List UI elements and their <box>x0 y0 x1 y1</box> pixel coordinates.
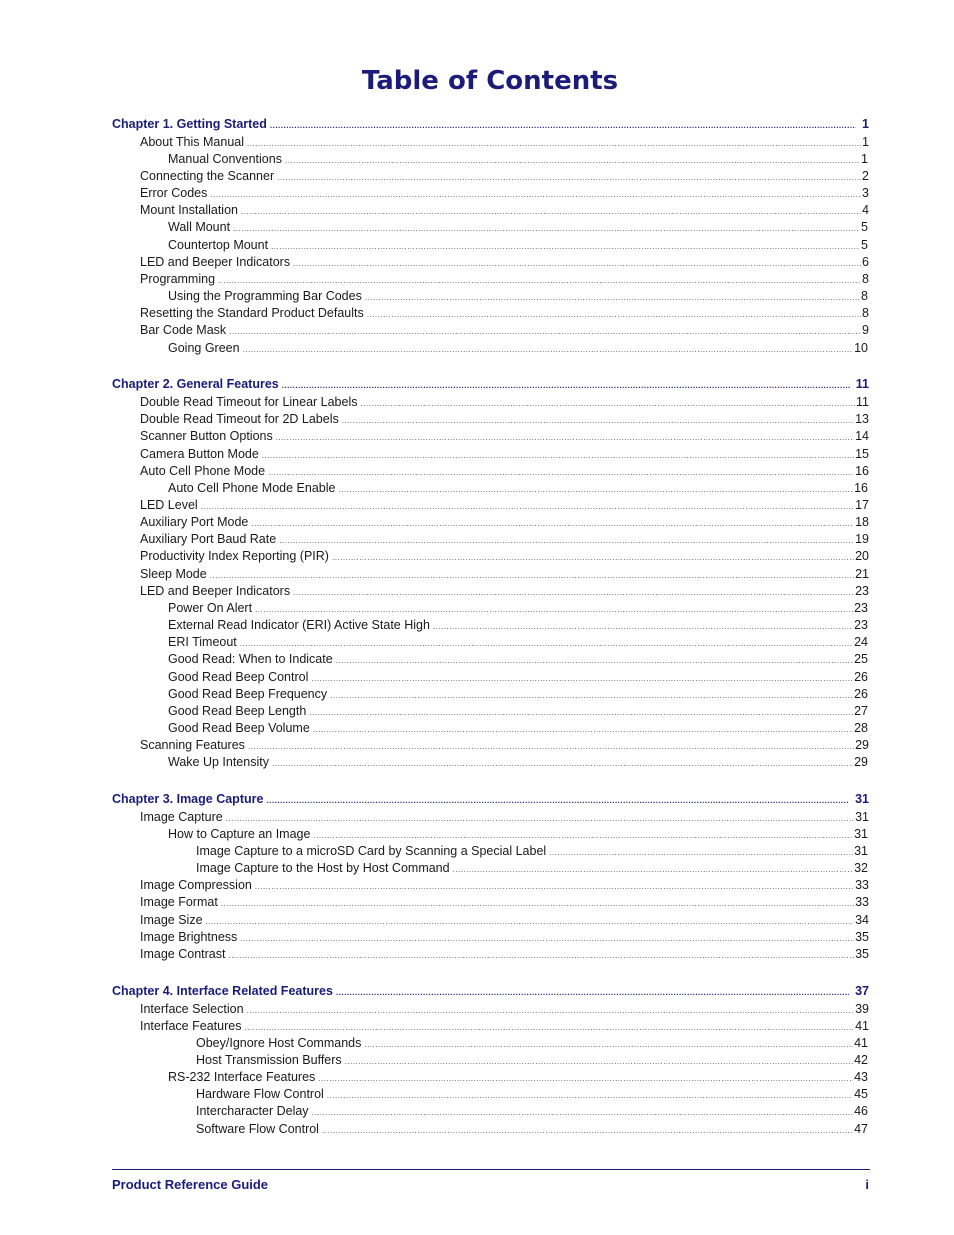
toc-entry[interactable] <box>196 1086 868 1104</box>
toc-entry-page: 2 <box>862 169 869 183</box>
toc-entry[interactable] <box>140 446 869 464</box>
toc-entry-title: Error Codes <box>140 186 208 200</box>
toc-leader-dots <box>313 721 853 738</box>
toc-leader-dots <box>322 1122 853 1139</box>
toc-entry-title: Image Compression <box>140 878 252 892</box>
footer-divider <box>112 1169 870 1170</box>
toc-entry-title: Auxiliary Port Baud Rate <box>140 532 277 546</box>
toc-entry-title: Good Read Beep Control <box>168 670 309 684</box>
toc-entry-page: 5 <box>861 220 868 234</box>
toc-entry[interactable] <box>140 583 869 601</box>
toc-entry-title: LED and Beeper Indicators <box>140 584 291 598</box>
toc-leader-dots <box>206 913 855 930</box>
toc-leader-dots <box>229 323 861 340</box>
toc-entry-page: 10 <box>854 341 868 355</box>
toc-leader-dots <box>226 810 854 827</box>
toc-entry-page: 26 <box>854 670 868 684</box>
toc-entry[interactable] <box>140 1001 869 1019</box>
toc-entry[interactable] <box>140 809 869 827</box>
toc-entry-page: 32 <box>854 861 868 875</box>
toc-entry[interactable] <box>140 514 869 532</box>
toc-entry-title: Productivity Index Reporting (PIR) <box>140 549 329 563</box>
toc-entry-page: 1 <box>862 117 869 131</box>
toc-chapter-entry[interactable] <box>112 791 869 809</box>
toc-leader-dots <box>233 220 860 237</box>
toc-entry-page: 46 <box>854 1104 868 1118</box>
toc-leader-dots <box>244 1019 854 1036</box>
toc-entry-page: 16 <box>855 464 869 478</box>
toc-entry-title: Double Read Timeout for 2D Labels <box>140 412 339 426</box>
toc-entry[interactable] <box>196 1052 868 1070</box>
toc-entry-title: Manual Conventions <box>168 152 282 166</box>
toc-entry-page: 31 <box>854 844 868 858</box>
toc-entry[interactable] <box>140 894 869 912</box>
toc-entry-page: 9 <box>862 323 869 337</box>
toc-entry-title: Countertop Mount <box>168 238 269 252</box>
toc-leader-dots <box>240 930 854 947</box>
toc-leader-dots <box>313 827 853 844</box>
toc-entry-page: 17 <box>855 498 869 512</box>
toc-leader-dots <box>221 895 854 912</box>
toc-chapter-entry[interactable] <box>112 376 869 394</box>
toc-entry-title: Auto Cell Phone Mode Enable <box>168 481 336 495</box>
toc-entry-page: 15 <box>855 447 869 461</box>
toc-leader-dots <box>342 412 854 429</box>
toc-entry-page: 1 <box>861 152 868 166</box>
toc-entry-title: Camera Button Mode <box>140 447 259 461</box>
toc-entry-page: 35 <box>855 930 869 944</box>
toc-entry[interactable] <box>140 946 869 964</box>
toc-entry-title: About This Manual <box>140 135 244 149</box>
toc-entry[interactable] <box>140 411 869 429</box>
toc-entry-page: 21 <box>855 567 869 581</box>
toc-entry-page: 31 <box>854 827 868 841</box>
toc-entry-page: 23 <box>854 601 868 615</box>
toc-entry-page: 33 <box>855 895 869 909</box>
toc-entry[interactable] <box>140 912 869 930</box>
toc-leader-dots <box>282 377 850 394</box>
toc-entry-page: 5 <box>861 238 868 252</box>
toc-entry-page: 26 <box>854 687 868 701</box>
toc-entry-title: Good Read: When to Indicate <box>168 652 333 666</box>
toc-entry-title: Image Capture to the Host by Host Command <box>196 861 450 875</box>
toc-entry[interactable] <box>168 480 868 498</box>
toc-entry[interactable] <box>168 686 868 704</box>
toc-leader-dots <box>365 289 860 306</box>
toc-entry-title: Going Green <box>168 341 240 355</box>
toc-entry-title: Interface Features <box>140 1019 242 1033</box>
toc-leader-dots <box>240 635 853 652</box>
toc-entry-title: Image Capture <box>140 810 223 824</box>
toc-entry-page: 41 <box>854 1036 868 1050</box>
toc-leader-dots <box>364 1036 853 1053</box>
toc-entry-title: Image Brightness <box>140 930 238 944</box>
toc-leader-dots <box>338 481 853 498</box>
toc-leader-dots <box>268 464 854 481</box>
footer-guide-title: Product Reference Guide <box>112 1177 269 1192</box>
toc-leader-dots <box>218 272 861 289</box>
toc-entry[interactable] <box>140 254 869 272</box>
toc-entry[interactable] <box>140 428 869 446</box>
toc-entry-page: 16 <box>854 481 868 495</box>
toc-entry[interactable] <box>140 394 869 412</box>
toc-entry[interactable] <box>168 600 868 618</box>
toc-entry-title: Programming <box>140 272 216 286</box>
toc-entry-title: Using the Programming Bar Codes <box>168 289 362 303</box>
toc-entry-page: 31 <box>855 810 869 824</box>
toc-entry-page: 6 <box>862 255 869 269</box>
toc-entry-title: Scanner Button Options <box>140 429 273 443</box>
toc-entry[interactable] <box>140 185 869 203</box>
toc-entry-page: 43 <box>854 1070 868 1084</box>
toc-leader-dots <box>345 1053 853 1070</box>
toc-entry-title: Software Flow Control <box>196 1122 319 1136</box>
toc-entry-title: Chapter 4. Interface Related Features <box>112 984 333 998</box>
toc-entry-title: Good Read Beep Length <box>168 704 307 718</box>
toc-entry[interactable] <box>168 237 868 255</box>
toc-leader-dots <box>247 135 861 152</box>
toc-entry[interactable] <box>140 566 869 584</box>
toc-leader-dots <box>243 341 854 358</box>
toc-leader-dots <box>272 755 853 772</box>
toc-leader-dots <box>248 738 854 755</box>
toc-leader-dots <box>285 152 860 169</box>
toc-leader-dots <box>312 1104 854 1121</box>
toc-entry-title: Power On Alert <box>168 601 253 615</box>
footer-page-number: i <box>865 1177 869 1192</box>
toc-entry[interactable] <box>140 134 869 152</box>
toc-entry-title: Connecting the Scanner <box>140 169 275 183</box>
toc-leader-dots <box>330 687 853 704</box>
toc-leader-dots <box>336 984 849 1001</box>
toc-entry[interactable] <box>168 634 868 652</box>
toc-entry[interactable] <box>168 720 868 738</box>
toc-entry-title: Hardware Flow Control <box>196 1087 324 1101</box>
toc-entry-title: Obey/Ignore Host Commands <box>196 1036 362 1050</box>
toc-leader-dots <box>255 601 853 618</box>
toc-leader-dots <box>271 238 860 255</box>
toc-entry[interactable] <box>168 340 868 358</box>
toc-entry-page: 1 <box>862 135 869 149</box>
toc-entry[interactable] <box>196 1035 868 1053</box>
toc-leader-dots <box>210 186 861 203</box>
toc-entry-page: 18 <box>855 515 869 529</box>
toc-entry-page: 8 <box>862 272 869 286</box>
toc-entry-title: How to Capture an Image <box>168 827 311 841</box>
toc-entry-page: 23 <box>855 584 869 598</box>
toc-leader-dots <box>277 169 861 186</box>
toc-entry-page: 11 <box>856 395 869 409</box>
toc-entry[interactable] <box>196 843 868 861</box>
toc-leader-dots <box>549 844 853 861</box>
toc-entry[interactable] <box>140 877 869 895</box>
toc-entry[interactable] <box>140 322 869 340</box>
toc-entry[interactable] <box>196 860 868 878</box>
toc-entry-page: 41 <box>855 1019 869 1033</box>
toc-entry-title: Scanning Features <box>140 738 245 752</box>
toc-entry[interactable] <box>168 651 868 669</box>
toc-entry-title: External Read Indicator (ERI) Active State High <box>168 618 430 632</box>
toc-entry-title: Interface Selection <box>140 1002 244 1016</box>
toc-entry-page: 35 <box>855 947 869 961</box>
toc-leader-dots <box>367 306 861 323</box>
toc-entry-title: Auxiliary Port Mode <box>140 515 249 529</box>
toc-entry[interactable] <box>168 669 868 687</box>
toc-entry-page: 27 <box>854 704 868 718</box>
toc-entry-title: Wake Up Intensity <box>168 755 269 769</box>
toc-entry[interactable] <box>196 1103 868 1121</box>
toc-entry[interactable] <box>168 617 868 635</box>
toc-leader-dots <box>201 498 854 515</box>
toc-entry[interactable] <box>140 929 869 947</box>
toc-entry[interactable] <box>140 271 869 289</box>
toc-entry-title: Chapter 1. Getting Started <box>112 117 267 131</box>
toc-entry[interactable] <box>168 703 868 721</box>
toc-entry-page: 29 <box>855 738 869 752</box>
toc-entry[interactable] <box>196 1121 868 1139</box>
toc-entry[interactable] <box>168 219 868 237</box>
toc-entry-page: 3 <box>862 186 869 200</box>
toc-entry-page: 29 <box>854 755 868 769</box>
toc-entry-title: Image Capture to a microSD Card by Scanning a Special Label <box>196 844 547 858</box>
toc-entry-page: 8 <box>862 306 869 320</box>
toc-leader-dots <box>228 947 854 964</box>
toc-leader-dots <box>332 549 854 566</box>
toc-leader-dots <box>361 395 856 412</box>
toc-entry[interactable] <box>168 1069 868 1087</box>
toc-leader-dots <box>311 670 853 687</box>
toc-entry-title: Sleep Mode <box>140 567 207 581</box>
toc-entry-page: 11 <box>855 377 869 391</box>
toc-entry-page: 20 <box>855 549 869 563</box>
toc-entry-page: 28 <box>854 721 868 735</box>
toc-entry-title: Auto Cell Phone Mode <box>140 464 266 478</box>
toc-leader-dots <box>266 792 849 809</box>
toc-entry[interactable] <box>140 305 869 323</box>
toc-entry-page: 24 <box>854 635 868 649</box>
toc-leader-dots <box>270 117 856 134</box>
toc-entry-title: Wall Mount <box>168 220 231 234</box>
toc-entry-title: Mount Installation <box>140 203 238 217</box>
toc-entry-title: Double Read Timeout for Linear Labels <box>140 395 358 409</box>
toc-leader-dots <box>309 704 853 721</box>
toc-entry-page: 34 <box>855 913 869 927</box>
toc-entry-title: Image Format <box>140 895 218 909</box>
toc-entry-title: Image Size <box>140 913 203 927</box>
toc-entry-title: LED and Beeper Indicators <box>140 255 291 269</box>
toc-entry-page: 8 <box>861 289 868 303</box>
toc-leader-dots <box>241 203 861 220</box>
toc-entry-page: 14 <box>855 429 869 443</box>
toc-entry-page: 45 <box>854 1087 868 1101</box>
toc-leader-dots <box>251 515 854 532</box>
toc-leader-dots <box>293 255 861 272</box>
toc-entry-page: 33 <box>855 878 869 892</box>
toc-entry[interactable] <box>140 1018 869 1036</box>
toc-entry[interactable] <box>168 288 868 306</box>
toc-entry[interactable] <box>140 497 869 515</box>
toc-entry-page: 47 <box>854 1122 868 1136</box>
toc-entry-title: Chapter 2. General Features <box>112 377 279 391</box>
toc-entry-page: 4 <box>862 203 869 217</box>
toc-leader-dots <box>433 618 853 635</box>
toc-chapter-entry[interactable] <box>112 116 869 134</box>
toc-entry-title: Host Transmission Buffers <box>196 1053 342 1067</box>
toc-leader-dots <box>247 1002 855 1019</box>
toc-entry-title: Bar Code Mask <box>140 323 227 337</box>
toc-leader-dots <box>453 861 854 878</box>
toc-entry-page: 39 <box>855 1002 869 1016</box>
toc-entry-title: RS-232 Interface Features <box>168 1070 316 1084</box>
toc-entry-page: 42 <box>854 1053 868 1067</box>
toc-leader-dots <box>327 1087 853 1104</box>
toc-entry-title: Good Read Beep Volume <box>168 721 310 735</box>
toc-entry-page: 23 <box>854 618 868 632</box>
toc-entry-title: Image Contrast <box>140 947 226 961</box>
toc-entry-title: Resetting the Standard Product Defaults <box>140 306 364 320</box>
toc-entry[interactable] <box>140 737 869 755</box>
toc-entry-page: 37 <box>855 984 869 998</box>
toc-entry-title: Chapter 3. Image Capture <box>112 792 264 806</box>
toc-leader-dots <box>255 878 854 895</box>
toc-entry[interactable] <box>140 463 869 481</box>
toc-leader-dots <box>262 447 854 464</box>
toc-entry-page: 13 <box>855 412 869 426</box>
toc-entry[interactable] <box>140 548 869 566</box>
toc-leader-dots <box>318 1070 853 1087</box>
toc-entry-title: ERI Timeout <box>168 635 237 649</box>
toc-leader-dots <box>276 429 854 446</box>
toc-entry[interactable] <box>168 754 868 772</box>
toc-entry[interactable] <box>140 202 869 220</box>
toc-chapter-entry[interactable] <box>112 983 869 1001</box>
toc-entry[interactable] <box>168 826 868 844</box>
toc-entry-title: LED Level <box>140 498 198 512</box>
toc-entry-title: Good Read Beep Frequency <box>168 687 328 701</box>
page-title: Table of Contents <box>361 66 619 96</box>
toc-entry[interactable] <box>168 151 868 169</box>
toc-entry[interactable] <box>140 531 869 549</box>
toc-leader-dots <box>210 567 854 584</box>
toc-leader-dots <box>336 652 853 669</box>
toc-entry-page: 31 <box>855 792 869 806</box>
toc-leader-dots <box>293 584 854 601</box>
toc-entry-title: Intercharacter Delay <box>196 1104 309 1118</box>
toc-entry-page: 25 <box>854 652 868 666</box>
toc-entry-page: 19 <box>855 532 869 546</box>
toc-leader-dots <box>279 532 854 549</box>
toc-entry[interactable] <box>140 168 869 186</box>
